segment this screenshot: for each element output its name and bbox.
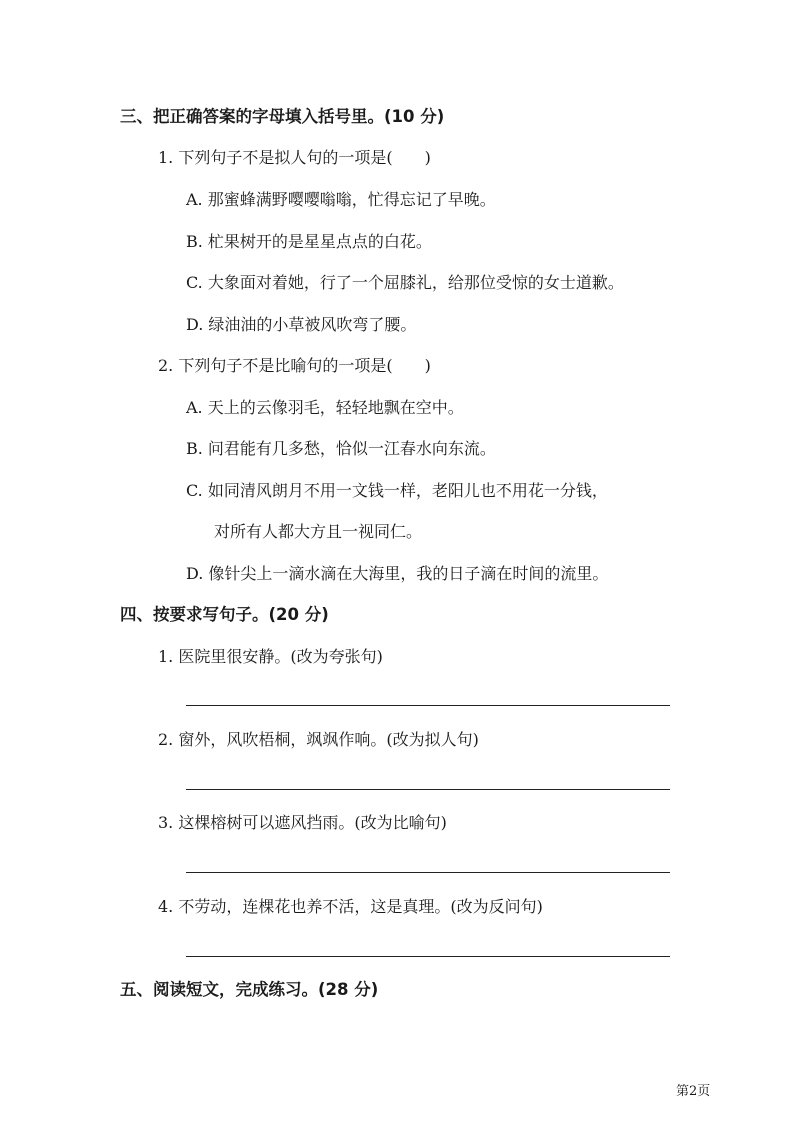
section-4-heading: 四、按要求写句子。(20 分) bbox=[120, 605, 329, 624]
rewrite-item-1: 1. 医院里很安静。(改为夸张句) bbox=[158, 647, 383, 666]
question-1-stem: 1. 下列句子不是拟人句的一项是( ) bbox=[158, 148, 431, 167]
section-3-heading: 三、把正确答案的字母填入括号里。(10 分) bbox=[120, 107, 445, 126]
question-2-option-d: D. 像针尖上一滴水滴在大海里，我的日子滴在时间的流里。 bbox=[186, 564, 609, 583]
section-5-heading: 五、阅读短文，完成练习。(28 分) bbox=[120, 980, 379, 999]
question-1-option-c: C. 大象面对着她，行了一个屈膝礼，给那位受惊的女士道歉。 bbox=[186, 273, 624, 292]
page-number: 第2页 bbox=[676, 1084, 711, 1099]
answer-line-4[interactable] bbox=[186, 956, 670, 957]
answer-line-3[interactable] bbox=[186, 872, 670, 873]
rewrite-item-2: 2. 窗外，风吹梧桐，飒飒作响。(改为拟人句) bbox=[158, 730, 479, 749]
question-2-option-c-continued: 对所有人都大方且一视同仁。 bbox=[214, 522, 423, 541]
question-1-option-b: B. 杧果树开的是星星点点的白花。 bbox=[186, 232, 432, 251]
rewrite-item-4: 4. 不劳动，连棵花也养不活，这是真理。(改为反问句) bbox=[158, 897, 543, 916]
question-1-option-d: D. 绿油油的小草被风吹弯了腰。 bbox=[186, 315, 417, 334]
question-1-option-a: A. 那蜜蜂满野嘤嘤嗡嗡，忙得忘记了早晚。 bbox=[186, 190, 496, 209]
rewrite-item-3: 3. 这棵榕树可以遮风挡雨。(改为比喻句) bbox=[158, 813, 447, 832]
answer-line-1[interactable] bbox=[186, 705, 670, 706]
question-2-option-a: A. 天上的云像羽毛，轻轻地飘在空中。 bbox=[186, 398, 464, 417]
question-2-option-b: B. 问君能有几多愁，恰似一江春水向东流。 bbox=[186, 439, 496, 458]
question-2-stem: 2. 下列句子不是比喻句的一项是( ) bbox=[158, 356, 431, 375]
question-2-option-c: C. 如同清风朗月不用一文钱一样，老阳儿也不用花一分钱， bbox=[186, 481, 608, 500]
answer-line-2[interactable] bbox=[186, 789, 670, 790]
